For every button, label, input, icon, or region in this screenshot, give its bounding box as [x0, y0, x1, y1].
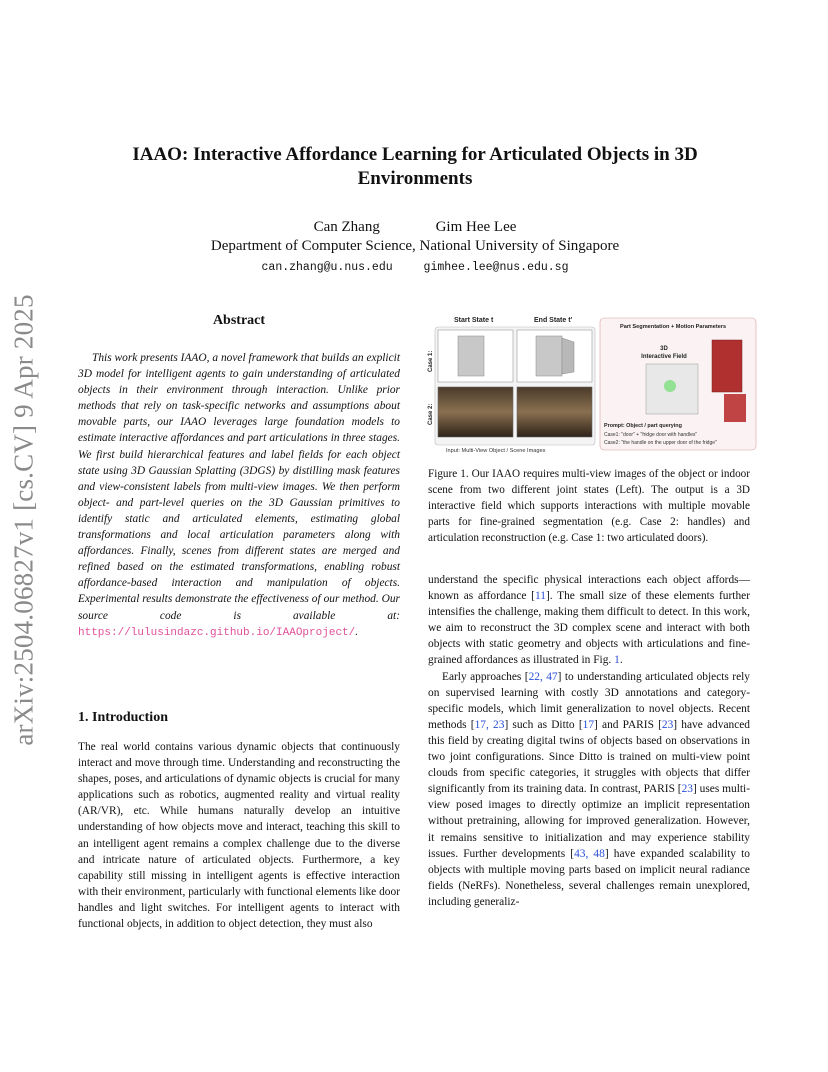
title-line-2: Environments	[357, 168, 473, 189]
affiliation: Department of Computer Science, National University of Singapore	[210, 238, 620, 254]
abstract-end: .	[355, 625, 359, 638]
text-span: ] and PARIS [	[594, 718, 662, 731]
intro-paragraph-1: The real world contains various dynamic objects that continuously interact and move through time. Understanding and reconstructing the shapes, poses, and articulations of dynamic objects is crucial for many applications such as robotics, augmented reality and virtual reality (AR/VR), etc. While humans naturally develop an intuitive understanding of how objects move and interact, teaching this skill to an intelligent agent remains a complex challenge due to the diverse and intricate nature of articulated objects. Furthermore, a key capability still missing in intelligent agents is effective interaction with their environment, particularly with functional elements like door handles and light switches. For intelligent agents to interact with functional objects, in addition to object detection, they must also	[78, 741, 400, 931]
author-1: Can Zhang	[313, 219, 380, 235]
authors	[100, 219, 730, 236]
fig-affordance-point	[664, 380, 676, 392]
intro-body	[78, 739, 400, 932]
fig-case-2: Case 2:	[428, 403, 434, 425]
abstract-heading: Abstract	[212, 313, 266, 328]
email-1[interactable]: can.zhang@u.nus.edu	[261, 261, 393, 274]
text-span: .	[619, 654, 623, 667]
fig-case-1: Case 1:	[428, 350, 434, 372]
abstract-body	[78, 350, 400, 641]
fig-field-line-2: Interactive Field	[641, 354, 687, 360]
citation-link[interactable]: 17, 23	[474, 718, 505, 731]
fig-case1-prompt: Case1: "door" + "fridge door with handles"	[604, 432, 698, 438]
text-span: understand the specific physical interactions each object affords—known as affordance [	[428, 574, 750, 603]
title-line-1: IAAO: Interactive Affordance Learning for Articulated Objects in 3D	[132, 144, 698, 165]
fig-end-state: End State t'	[534, 317, 573, 324]
fig-start-state: Start State t	[454, 317, 494, 324]
fig-case2-end-image	[517, 387, 592, 437]
text-span: ] have expanded scalability to objects with multiple moving parts based on implicit neural radiance fields (NeRFs). Nonetheless, several challenges remain unexplored, including generaliz-	[428, 847, 750, 908]
fig-part-seg-label: Part Segmentation + Motion Parameters	[620, 324, 727, 330]
fig-case2-prompt: Case2: "the handle on the upper door of the fridge"	[604, 440, 717, 446]
citation-link[interactable]: 23	[661, 718, 674, 731]
text-span: ] have advanced this field by creating digital twins of objects based on observations in two joint configurations. Since Ditto is trained on multi-view point clouds from specific categories, it struggles with objects that differ significantly from its training data. In contrast, PARIS [	[428, 718, 750, 796]
abstract-text: This work presents IAAO, a novel framework that builds an explicit 3D model for intelligent agents to gain understanding of articulated objects in their environment through interaction. Unlike prior methods that rely on task-specific networks and assumptions about movable parts, our IAAO leverages large foundation models to estimate interactive affordances and part articulations in three stages. We first build hierarchical features and label fields for each object state using 3D Gaussian Splatting (3DGS) by distilling mask features and view-consistent labels from multi-view images. We then perform object- and part-level queries on the 3D Gaussian primitives to identify static and articulated elements, estimating global transformations and local articulation parameters along with affordances. Finally, scenes from different states are merged and refined based on the estimated transformations, enabling robust affordance-based interaction and manipulation of objects. Experimental results demonstrate the effectiveness of our method. Our source code is available at:	[78, 352, 400, 622]
text-span: ] such as Ditto [	[504, 718, 583, 731]
fig-field-line-1: 3D	[660, 346, 668, 352]
fig-fridge-open-door	[562, 338, 574, 374]
fig-output-door	[724, 394, 746, 422]
right-column-body	[428, 572, 750, 910]
arxiv-watermark	[2, 290, 46, 750]
citation-link[interactable]: 43, 48	[574, 847, 605, 860]
email-2[interactable]: gimhee.lee@nus.edu.sg	[423, 261, 569, 274]
figure-1-caption: Figure 1. Our IAAO requires multi-view images of the object or indoor scene from two different joint states (Left). The output is a 3D interactive field which supports interactions with multiple movable parts for fine-grained segmentation (e.g. Case 2: handles) and articulation reconstruction (e.g. Case 1: two articulated doors).	[428, 468, 750, 545]
right-paragraph-1	[428, 572, 750, 669]
citation-link[interactable]: 11	[534, 590, 546, 603]
project-link[interactable]: https://lulusindazc.github.io/IAAOproject/	[78, 626, 356, 639]
fig-fridge-end	[536, 336, 562, 376]
fig-case2-start-image	[438, 387, 513, 437]
fig-prompt-label: Prompt: Object / part querying	[604, 423, 682, 429]
intro-heading: 1. Introduction	[78, 710, 168, 725]
citation-link[interactable]: 22, 47	[528, 670, 558, 683]
emails	[100, 261, 730, 274]
author-2: Gim Hee Lee	[435, 219, 517, 235]
figure-1	[424, 310, 758, 458]
citation-link[interactable]: 17	[582, 718, 595, 731]
citation-link[interactable]: 23	[681, 783, 693, 796]
fig-fridge-start	[458, 336, 484, 376]
text-span: ]. The small size of these elements further intensifies the challenge, making them difficult to detect. In this work, we aim to reconstruct the 3D complex scene and interact with both objects with static geometry and objects with articulations and fine-grained affordances as illustrated in Fig.	[428, 590, 750, 667]
text-span: ] to understanding articulated objects rely on supervised learning with costly 3D annotations and category-specific models, which limit generalization to novel objects. Recent methods [	[428, 670, 750, 731]
right-paragraph-2	[428, 669, 750, 910]
paper-title	[100, 143, 730, 191]
arxiv-id: arXiv:2504.06827v1 [cs.CV] 9 Apr 2025	[8, 294, 39, 746]
text-span: ] uses multi-view posed images to directly optimize an implicit representation without pretraining, allowing for improved generalization. However, it remains sensitive to initialization and may experience stability issues. Further developments [	[428, 783, 750, 860]
figure-link[interactable]: 1	[614, 654, 620, 667]
fig-input-label: Input: Multi-View Object / Scene Images	[446, 448, 546, 454]
text-span: Early approaches [	[442, 670, 529, 683]
fig-output-fridge	[712, 340, 742, 392]
